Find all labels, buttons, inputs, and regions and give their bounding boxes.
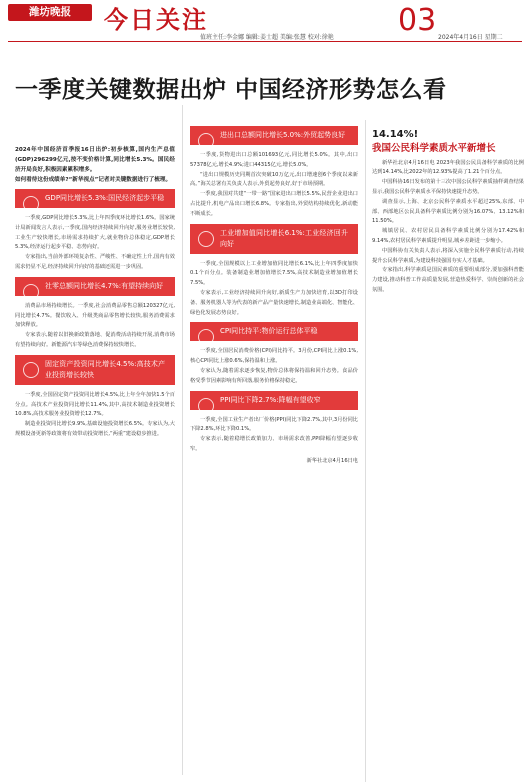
- side-article-title: 14.14%!: [372, 129, 419, 140]
- paragraph: 城镇居民、农村居民具备科学素质比例分别为17.42%和9.14%,农村居民科学素质提升明显,城乡差距进一步缩小。: [372, 228, 524, 244]
- paragraph: “进出口规模历史同期首次突破10万亿元,出口增速创6个季度以来新高。”海关总署有关负责人表示,外贸起势良好,好于市场预期。: [190, 171, 358, 188]
- article-lead-2: 如何看待这份成绩单?“新华视点”记者对关键数据进行了梳理。: [15, 177, 172, 183]
- paragraph: 制造业投资同比增长9.9%,基础设施投资增长6.5%。专家认为,大规模设备更新等政策将有效带动投资增长,“两重”建设稳步推进。: [15, 421, 175, 437]
- subheading-ppi: PPI同比下降2.7%:降幅有望收窄: [190, 391, 358, 410]
- paragraph: 消费品市场持续增长。一季度,社会消费品零售总额120327亿元,同比增长4.7%。餐饮收入、升级类商品零售增长较快,服务消费需求加快释放。: [15, 302, 175, 329]
- paragraph: 专家表示,工业经济持续回升向好,新质生产力加快培育,以3D打印设备、服务机器人等为代表的新产品产量快速增长,制造业高端化、智能化、绿色化发展态势良好。: [190, 289, 358, 316]
- paragraph: 一季度,全国居民消费价格(CPI)同比持平。3月份,CPI同比上涨0.1%,核心CPI同比上涨0.6%,保持温和上涨。: [190, 348, 358, 365]
- masthead: [0, 0, 530, 44]
- subheading-gdp: GDP同比增长5.3%:国民经济起步平稳: [15, 189, 175, 208]
- paragraph: 专家表示,随着稳增长政策加力、市场需求改善,PPI降幅有望逐步收窄。: [190, 436, 358, 452]
- paragraph: 一季度,货物进出口总额101693亿元,同比增长5.0%。其中,出口57378亿元,增长4.9%;进口44315亿元,增长5.0%。: [190, 152, 358, 168]
- side-article-subhead: 我国公民科学素质水平新增长: [372, 142, 496, 154]
- paragraph: 专家指出,当前外部环境复杂性、严峻性、不确定性上升,国内有效需求仍显不足,经济持续回升向好的基础还需进一步巩固。: [15, 254, 175, 270]
- paragraph: 中国科协有关负责人表示,将深入实施全民科学素质行动,持续提升公民科学素质,为建设科技强国夯实人才基础。: [372, 247, 524, 264]
- subheading-investment: 固定资产投资同比增长4.5%:高技术产业投资增长较快: [15, 355, 175, 385]
- paragraph: 新华社北京4月16日电 2023年我国公民具备科学素质的比例达到14.14%,比2022年的12.93%提高了1.21个百分点。: [372, 159, 524, 176]
- page-number: 03: [398, 3, 437, 38]
- paragraph: 一季度,全国工业生产者出厂价格(PPI)同比下降2.7%,其中,3月份同比下降2.8%,环比下降0.1%。: [190, 416, 358, 433]
- article-lead: 2024年中国经济首季报16日出炉:初步核算,国内生产总值(GDP)296299亿元,按不变价格计算,同比增长5.3%。国民经济开局良好,积极因素累积增多。: [15, 147, 175, 173]
- main-headline: 一季度关键数据出炉 中国经济形势怎么看: [15, 77, 447, 103]
- editor-credits: 值班主任:李金娜 编辑:姜士超 美编:张慧 校对:徐艳: [200, 34, 334, 41]
- paragraph: 调查显示,上海、北京公民科学素质水平超过25%,东部、中部、西部地区公民具备科学素质比例分别为16.07%、13.12%和11.50%。: [372, 198, 524, 225]
- paragraph: 专家认为,随着需求逐步恢复,物价总体将保持温和回升态势。食品价格受季节因素影响有所回落,服务价格保持稳定。: [190, 367, 358, 384]
- article-column-3: [372, 128, 524, 776]
- article-column-2: [190, 122, 358, 777]
- section-title: 今日关注: [104, 6, 208, 34]
- paragraph: 一季度,全国规模以上工业增加值同比增长6.1%,比上年四季度加快0.1个百分点。装备制造业增加值增长7.5%,高技术制造业增加值增长7.5%。: [190, 260, 358, 287]
- newspaper-logo: 潍坊晚报: [8, 4, 92, 21]
- paragraph: 专家表示,随着以旧换新政策落地、促消费活动持续开展,消费市场有望持续向好。新能源汽车等绿色消费保持较快增长。: [15, 332, 175, 348]
- article-column-1: [15, 145, 175, 775]
- header-rule: [8, 41, 522, 42]
- column-divider: [365, 120, 366, 782]
- paragraph: 一季度,全国固定资产投资同比增长4.5%,比上年全年加快1.5个百分点。高技术产业投资同比增长11.4%,其中,高技术制造业投资增长10.8%,高技术服务业投资增长12.7%。: [15, 391, 175, 418]
- paragraph: 中国科协16日发布的第十三次中国公民科学素质抽样调查结果显示,我国公民科学素质水平保持快速提升态势。: [372, 179, 524, 195]
- paragraph: 一季度,GDP同比增长5.3%,比上年四季度环比增长1.6%。国家统计局新闻发言人表示,一季度,国内经济持续回升向好,服务业增长较快,工业生产较快增长,市场需求持续扩大,就业物价总体稳定,GDP增长5.3%,经济运行起步平稳、态势向好。: [15, 215, 175, 251]
- subheading-retail: 社零总额同比增长4.7%:有望持续向好: [15, 277, 175, 296]
- paragraph: 专家指出,科学素质是国民素质的重要组成部分,要加强科普能力建设,推动科普工作高质量发展,营造热爱科学、崇尚创新的社会氛围。: [372, 267, 524, 293]
- paragraph: 一季度,我国对共建“一带一路”国家进出口增长5.5%,民营企业进出口占比提升,机电产品出口增长6.8%。专家指出,外贸结构持续优化,新动能不断成长。: [190, 191, 358, 217]
- issue-date: 2024年4月16日 星期二: [438, 34, 503, 41]
- subheading-trade: 进出口总额同比增长5.0%:外贸起势良好: [190, 126, 358, 145]
- article-byline: 新华社北京4月16日电: [306, 457, 358, 464]
- subheading-industry: 工业增加值同比增长6.1%:工业经济回升向好: [190, 224, 358, 254]
- subheading-cpi: CPI同比持平:物价运行总体平稳: [190, 322, 358, 341]
- column-divider: [182, 105, 183, 775]
